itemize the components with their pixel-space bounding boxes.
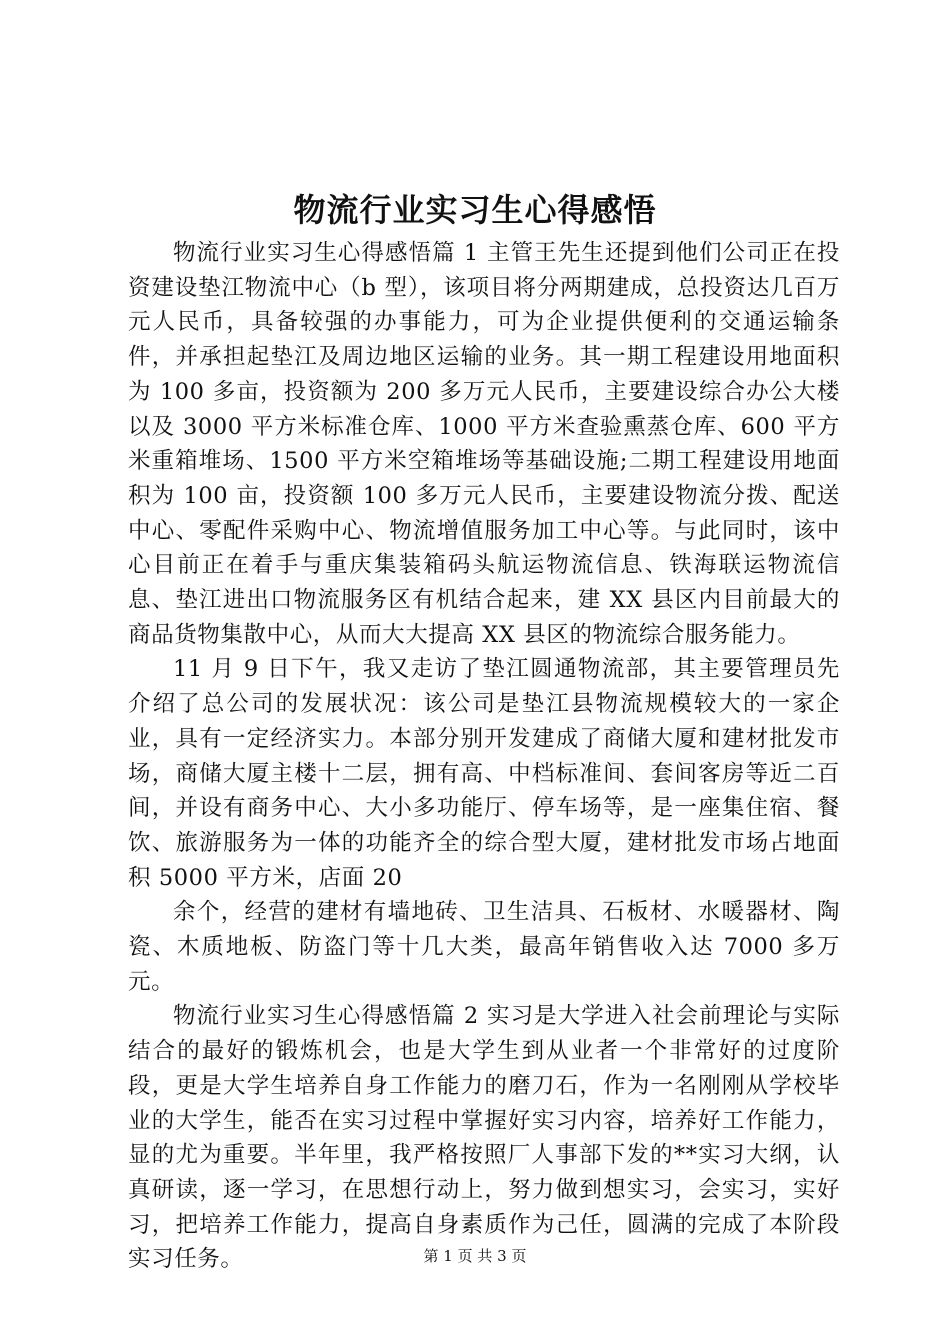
paragraph-4: 物流行业实习生心得感悟篇 2 实习是大学进入社会前理论与实际结合的最好的锻炼机会，也是大学生到从业者一个非常好的过度阶段，更是大学生培养自身工作能力的磨刀石，作为一名刚刚从学校毕业的大学生，能否在实习过程中掌握好实习内容，培养好工作能力，显的尤为重要。半年里，我严格按照厂人事部下发的**实习大纲，认真研读，逐一学习，在思想行动上，努力做到想实习，会实习，实好习，把培养工作能力，提高自身素质作为己任，圆满的完成了本阶段实习任务。 — [128, 1003, 840, 1273]
document-body — [128, 236, 840, 1277]
paragraph-3: 余个，经营的建材有墙地砖、卫生洁具、石板材、水暖器材、陶瓷、木质地板、防盗门等十几大类，最高年销售收入达 7000 多万元。 — [128, 899, 840, 995]
paragraph-2: 11 月 9 日下午，我又走访了垫江圆通物流部，其主要管理员先介绍了总公司的发展状况：该公司是垫江县物流规模较大的一家企业，具有一定经济实力。本部分别开发建成了商储大厦和建材批发市场，商储大厦主楼十二层，拥有高、中档标准间、套间客房等近二百间，并设有商务中心、大小多功能厅、停车场等，是一座集住宿、餐饮、旅游服务为一体的功能齐全的综合型大厦，建材批发市场占地面积 5000 平方米，店面 20 — [128, 656, 840, 891]
document-title: 物流行业实习生心得感悟 — [293, 191, 657, 229]
paragraph-1: 物流行业实习生心得感悟篇 1 主管王先生还提到他们公司正在投资建设垫江物流中心（b 型），该项目将分两期建成，总投资达几百万元人民币，具备较强的办事能力，可为企业提供便利的交通运输条件，并承担起垫江及周边地区运输的业务。其一期工程建设用地面积为 100 多亩，投资额为 200 多万元人民币，主要建设综合办公大楼以及 3000 平方米标准仓库、1000 平方米查验熏蒸仓库、600 平方米重箱堆场、1500 平方米空箱堆场等基础设施;二期工程建设用地面积为 100 亩，投资额 100 多万元人民币，主要建设物流分拨、配送中心、零配件采购中心、物流增值服务加工中心等。与此同时，该中心目前正在着手与重庆集装箱码头航运物流信息、铁海联运物流信息、垫江进出口物流服务区有机结合起来，建 XX 县区内目前最大的商品货物集散中心，从而大大提高 XX 县区的物流综合服务能力。 — [128, 240, 840, 648]
page-footer: 第 1 页 共 3 页 — [423, 1247, 527, 1265]
